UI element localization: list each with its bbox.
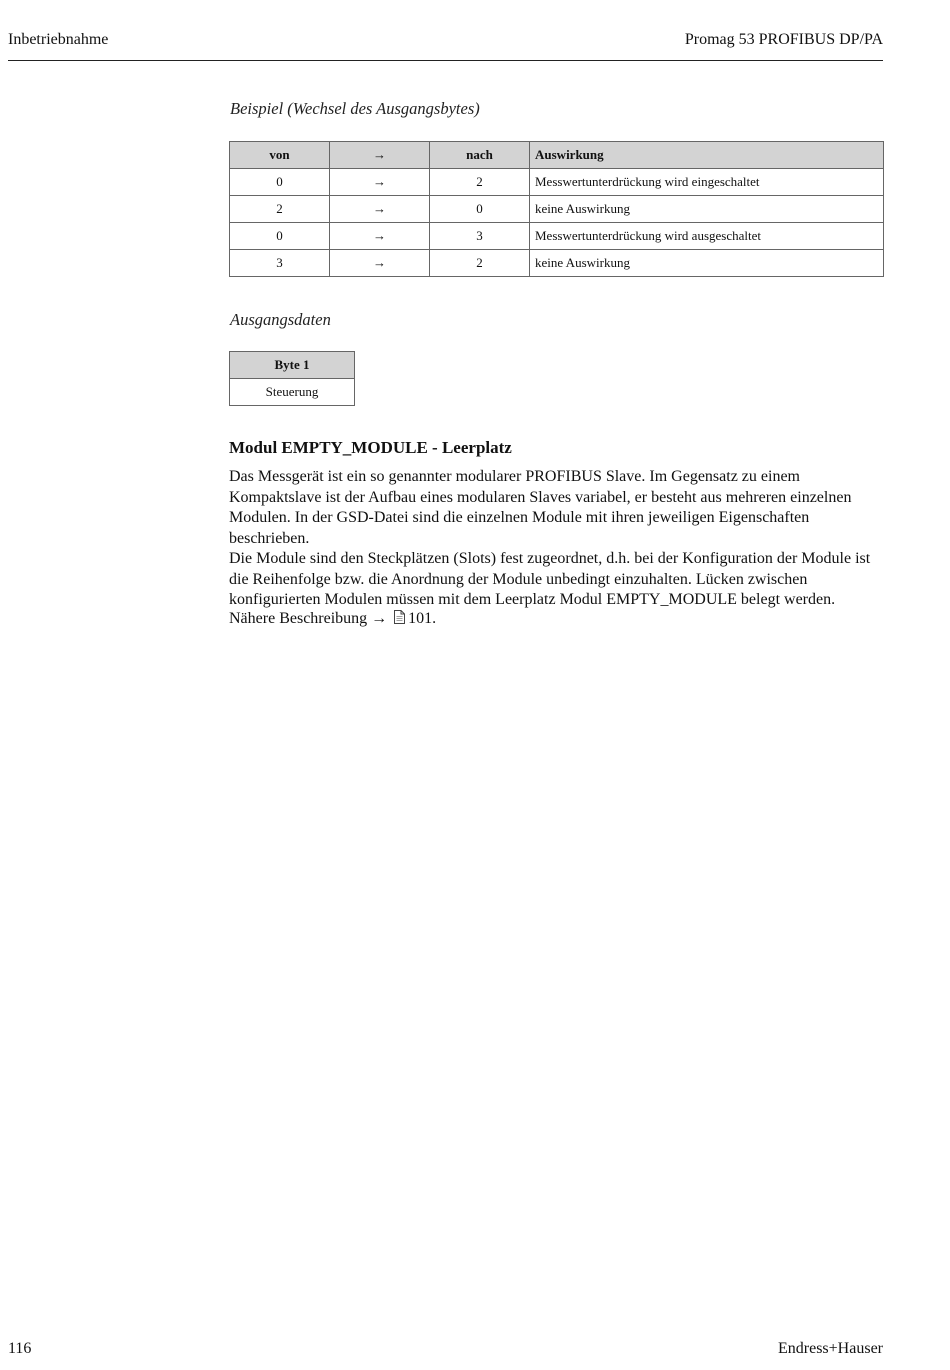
column-header-byte: Byte 1: [230, 352, 355, 379]
page-reference[interactable]: [229, 610, 436, 629]
column-header-from: von: [230, 142, 330, 169]
cell-effect: keine Auswirkung: [530, 196, 884, 223]
page-document-icon: [394, 610, 405, 629]
output-data-caption: Ausgangsdaten: [230, 310, 331, 329]
body-paragraph: Das Messgerät ist ein so genannter modularer PROFIBUS Slave. Im Gegensatz zu einem Kompaktslave ist der Aufbau eines modularen Slaves variabel, er besteht aus mehreren einzelnen Modulen. In der GSD-Datei sind die einzelnen Module mit ihren jeweiligen Eigenschaften beschrieben.: [229, 468, 852, 547]
column-header-arrow: →: [330, 142, 430, 169]
cell-arrow: →: [330, 196, 430, 223]
column-header-to: nach: [430, 142, 530, 169]
cell-from: 0: [230, 169, 330, 196]
table-row: [230, 223, 884, 250]
cell-arrow: →: [330, 223, 430, 250]
cell-arrow: →: [330, 169, 430, 196]
running-header-chapter: Inbetriebnahme: [8, 31, 109, 48]
cell-effect: Messwertunterdrückung wird ausgeschaltet: [530, 223, 884, 250]
table-header-row: [230, 142, 884, 169]
page-number: 116: [8, 1340, 32, 1357]
cell-to: 0: [430, 196, 530, 223]
table-header-row: [230, 352, 355, 379]
output-data-table: [229, 351, 355, 406]
cell-from: 2: [230, 196, 330, 223]
cell-to: 2: [430, 250, 530, 277]
table-row: [230, 169, 884, 196]
table-row: [230, 379, 355, 406]
cell-from: 3: [230, 250, 330, 277]
cell-control: Steuerung: [230, 379, 355, 406]
table-row: [230, 196, 884, 223]
cell-effect: Messwertunterdrückung wird eingeschaltet: [530, 169, 884, 196]
reference-text: Nähere Beschreibung →: [229, 610, 388, 627]
body-paragraph: Die Module sind den Steckplätzen (Slots) fest zugeordnet, d.h. bei der Konfiguration der Module ist die Reihenfolge bzw. die Anordnung der Module unbedingt einzuhalten. Lücken zwischen konfigurierten Modulen müssen mit dem Leerplatz Modul EMPTY_MODULE belegt werden.: [229, 550, 871, 608]
header-rule: [8, 60, 883, 61]
cell-arrow: →: [330, 250, 430, 277]
table-row: [230, 250, 884, 277]
cell-to: 2: [430, 169, 530, 196]
running-header-product: Promag 53 PROFIBUS DP/PA: [684, 31, 883, 48]
output-byte-change-table: [229, 141, 884, 277]
section-body: [229, 467, 884, 611]
reference-page-number: 101.: [408, 610, 437, 627]
cell-to: 3: [430, 223, 530, 250]
cell-from: 0: [230, 223, 330, 250]
example-table-caption: Beispiel (Wechsel des Ausgangsbytes): [230, 99, 480, 118]
column-header-effect: Auswirkung: [530, 142, 884, 169]
footer-brand: Endress+Hauser: [778, 1340, 883, 1357]
section-heading: Modul EMPTY_MODULE - Leerplatz: [229, 438, 512, 457]
cell-effect: keine Auswirkung: [530, 250, 884, 277]
